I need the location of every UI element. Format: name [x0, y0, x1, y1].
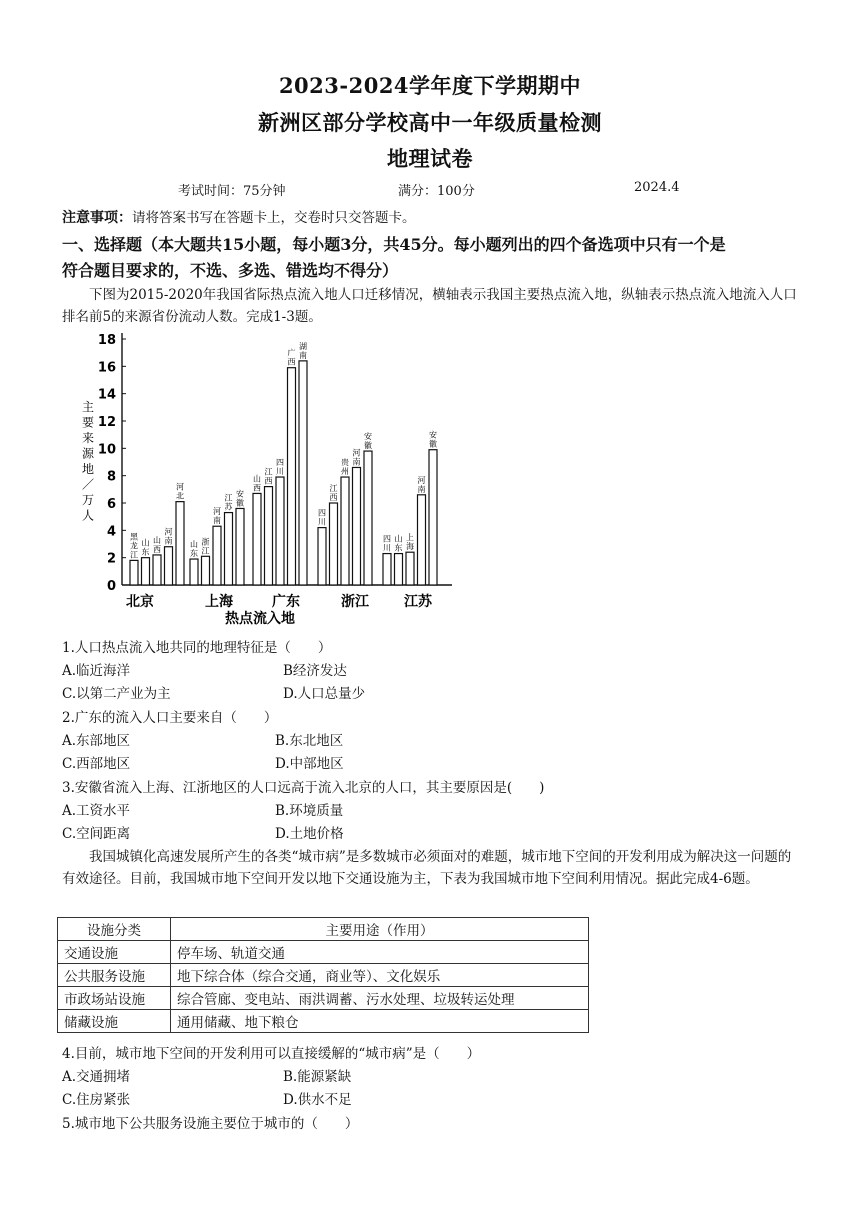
chart-bar-label-char: 安 — [364, 432, 372, 442]
chart-bar-label — [299, 341, 307, 360]
chart-bar-label-char: 江 — [224, 493, 233, 503]
chart-y-tick-label: 4 — [106, 524, 116, 540]
chart-bar-label — [288, 348, 296, 367]
section-1-heading-line2: 符合题目要求的，不选、多选、错选均不得分） — [62, 261, 399, 280]
chart-bar-label — [190, 539, 198, 558]
chart-y-label-char: 人 — [81, 508, 95, 523]
chart-bar-label-char: 安 — [429, 430, 437, 440]
table-header-row — [58, 918, 589, 941]
chart-bar-label-char: 山 — [141, 538, 150, 548]
intro-paragraph-1: 下图为2015-2020年我国省际热点流入地人口迁移情况，横轴表示我国主要热点流入地，纵轴表示热点流入地流入人口排名前5的来源省份流动人数。完成1-3题。 — [62, 287, 797, 325]
table-cell: 通用储藏、地下粮仓 — [171, 1010, 589, 1033]
chart-bar-label-char: 山 — [394, 534, 403, 544]
chart-y-label-char: 要 — [81, 415, 95, 430]
chart-bar-label-char: 西 — [153, 544, 161, 554]
chart-y-axis-label — [82, 400, 95, 523]
chart-bar-label-char: 川 — [276, 467, 284, 477]
chart-y-tick-label: 10 — [97, 442, 116, 458]
exam-date: 2024.4 — [634, 180, 680, 195]
chart-bar-label — [225, 494, 234, 512]
chart-bar-label — [330, 484, 338, 502]
chart-bar-label — [202, 536, 210, 555]
chart-bar — [213, 526, 221, 585]
chart-bar-label-char: 河 — [176, 482, 184, 492]
chart-bar-label-char: 东 — [141, 547, 150, 557]
chart-bar-label-char: 安 — [236, 489, 244, 499]
chart-bar-label-char: 河 — [213, 507, 221, 517]
chart-x-axis-label: 热点流入地 — [225, 611, 295, 627]
question-4-option-c[interactable]: C.住房紧张 — [62, 1092, 131, 1108]
chart-bar — [253, 493, 261, 585]
question-2-option-b[interactable]: B.东北地区 — [275, 733, 344, 749]
chart-bar — [353, 467, 361, 585]
chart-bar-label-char: 上 — [406, 533, 414, 543]
chart-bar — [165, 547, 173, 585]
question-4-option-b[interactable]: B.能源紧缺 — [283, 1069, 352, 1085]
chart-bar-label-char: 南 — [417, 484, 426, 494]
chart-group-labels — [126, 593, 433, 610]
notice-label: 注意事项： — [62, 210, 132, 226]
question-4-stem: 4.目前，城市地下空间的开发利用可以直接缓解的“城市病”是（ ） — [62, 1046, 481, 1062]
question-1-option-d[interactable]: D.人口总量少 — [283, 686, 366, 702]
question-1-option-a[interactable]: A.临近海洋 — [62, 663, 131, 679]
chart-bar-label-char: 东 — [190, 549, 198, 559]
chart-bar — [330, 503, 338, 585]
chart-bar-label-char: 西 — [264, 476, 273, 486]
chart-bar-label-char: 贵 — [341, 458, 349, 468]
chart-bar — [265, 487, 273, 585]
chart-bar-label — [153, 535, 161, 554]
chart-y-tick-label: 8 — [106, 469, 116, 485]
chart-bar-label-char: 南 — [299, 350, 307, 360]
chart-group-label: 江苏 — [404, 594, 432, 610]
table-row — [58, 964, 589, 987]
chart-bar-label — [364, 431, 372, 450]
chart-bar-label-char: 西 — [253, 483, 261, 493]
chart-group-label: 上海 — [205, 594, 233, 610]
chart-bar-label — [418, 476, 426, 494]
table-row — [58, 987, 589, 1010]
question-3-option-d[interactable]: D.土地价格 — [275, 826, 344, 842]
chart-bar — [202, 556, 210, 585]
chart-bar-label-char: 东 — [394, 543, 403, 553]
table-row — [58, 1010, 589, 1033]
chart-y-label-char: 地 — [81, 462, 95, 476]
chart-y-label-char: 万 — [81, 493, 95, 507]
chart-bar-label-char: 徽 — [429, 439, 437, 449]
table-cell: 交通设施 — [58, 941, 171, 964]
table-header-cell: 主要用途（作用） — [171, 918, 589, 941]
chart-bar-label — [341, 457, 350, 476]
chart-bar — [395, 554, 403, 585]
chart-bar-label-char: 山 — [190, 540, 198, 550]
question-2-option-c[interactable]: C.西部地区 — [62, 756, 131, 772]
chart-bar-label-char: 河 — [352, 448, 361, 458]
chart-bar-label-char: 南 — [352, 457, 361, 467]
chart-bar — [318, 528, 326, 585]
chart-bar — [190, 559, 198, 585]
chart-bar-label-char: 西 — [287, 357, 296, 367]
notice — [62, 206, 416, 227]
chart-bar — [176, 502, 184, 585]
table-row — [58, 941, 589, 964]
chart-bar-label-char: 江 — [130, 550, 138, 560]
chart-bar-label-char: 四 — [383, 534, 391, 544]
chart-bar — [142, 558, 150, 585]
table-header-cell: 设施分类 — [58, 918, 171, 941]
table-cell: 储藏设施 — [58, 1010, 171, 1033]
exam-score: 满分：100分 — [398, 184, 475, 199]
question-1-stem: 1.人口热点流入地共同的地理特征是（ ） — [62, 640, 332, 656]
question-4-option-d[interactable]: D.供水不足 — [283, 1092, 352, 1108]
question-2-option-a[interactable]: A.东部地区 — [62, 733, 131, 749]
chart-bar — [288, 368, 296, 585]
chart-y-tick-label: 14 — [97, 387, 116, 403]
question-2-option-d[interactable]: D.中部地区 — [275, 756, 344, 772]
chart-bar — [225, 513, 233, 585]
question-1-option-b[interactable]: B经济发达 — [283, 663, 347, 679]
chart-bar — [153, 555, 161, 585]
table-cell: 公共服务设施 — [58, 964, 171, 987]
chart-bar — [364, 451, 372, 585]
table-cell: 地下综合体（综合交通，商业等）、文化娱乐 — [171, 964, 589, 987]
chart-bar — [383, 554, 391, 585]
chart-bar-label — [353, 448, 361, 466]
question-5-stem: 5.城市地下公共服务设施主要位于城市的（ ） — [62, 1116, 359, 1132]
question-3-option-a[interactable]: A.工资水平 — [62, 803, 131, 819]
question-4-option-a[interactable]: A.交通拥堵 — [62, 1069, 131, 1085]
chart-bar-label-char: 山 — [153, 535, 161, 545]
exam-title-subject: 地理试卷 — [387, 146, 473, 171]
chart-bar-label — [253, 473, 261, 492]
chart-bar-label-char: 南 — [213, 516, 221, 526]
chart-bar-label-char: 河 — [417, 475, 426, 485]
chart-bar-label — [236, 488, 244, 507]
notice-text: 请将答案书写在答题卡上，交卷时只交答题卡。 — [132, 210, 416, 226]
table-cell: 综合管廊、变电站、雨洪调蓄、污水处理、垃圾转运处理 — [171, 987, 589, 1010]
chart-bar-label-char: 川 — [318, 517, 326, 527]
intro-paragraph-2: 我国城镇化高速发展所产生的各类“城市病”是多数城市必须面对的难题，城市地下空间的开发利用成为解决这一问题的有效途径。目前，我国城市地下空间开发以地下交通设施为主，下表为我国城市地下空间利用情况。据此完成4-6题。 — [62, 849, 792, 887]
chart-bar-label-char: 徽 — [236, 498, 244, 508]
chart-bar-label-char: 州 — [341, 467, 349, 477]
migration-bar-chart — [60, 327, 460, 629]
chart-y-label-char: ／ — [81, 477, 95, 492]
chart-y-label-char: 源 — [81, 446, 95, 461]
exam-title-school: 新洲区部分学校高中一年级质量检测 — [258, 110, 602, 135]
chart-bar — [276, 477, 284, 585]
chart-bar-label-char: 苏 — [224, 502, 233, 512]
question-3-option-b[interactable]: B.环境质量 — [275, 803, 344, 819]
underground-space-table — [57, 917, 589, 1033]
chart-y-label-char: 来 — [81, 431, 95, 445]
chart-bar-label — [213, 507, 221, 525]
chart-bar-label — [142, 538, 150, 557]
question-2-stem: 2.广东的流入人口主要来自（ ） — [62, 710, 278, 726]
chart-bar-label-char: 南 — [164, 536, 173, 546]
chart-y-tick-label: 0 — [106, 579, 116, 594]
chart-bar-label-char: 龙 — [130, 541, 138, 551]
chart-group-label: 广东 — [272, 594, 300, 610]
chart-bar-label-char: 江 — [201, 546, 210, 556]
chart-y-tick-label: 2 — [106, 551, 116, 567]
table-cell: 市政场站设施 — [58, 987, 171, 1010]
chart-bar-label — [429, 430, 437, 449]
chart-bar-label-char: 广 — [287, 348, 296, 358]
chart-bar-label-char: 四 — [318, 508, 326, 518]
chart-bar-label-char: 海 — [406, 542, 414, 552]
chart-bar — [418, 495, 426, 585]
chart-bar-label-char: 黑 — [130, 532, 138, 542]
chart-y-tick-label: 6 — [106, 497, 116, 512]
chart-y-tick-label: 12 — [97, 415, 116, 430]
chart-bar-label-char: 四 — [276, 458, 284, 468]
chart-bars — [130, 341, 437, 585]
chart-bar-label — [265, 468, 273, 486]
chart-bar — [236, 508, 244, 585]
chart-bar-label-char: 江 — [329, 484, 338, 493]
chart-bar-label-char: 北 — [176, 491, 184, 501]
chart-bar-label-char: 西 — [329, 493, 338, 502]
chart-group-label: 北京 — [126, 594, 154, 610]
chart-bar-label — [130, 532, 139, 559]
chart-bar-label — [406, 532, 414, 551]
question-3-option-c[interactable]: C.空间距离 — [62, 826, 131, 842]
chart-bar-label-char: 浙 — [201, 537, 210, 547]
chart-bar-label — [395, 534, 403, 553]
chart-y-tick-label: 16 — [97, 360, 116, 376]
question-1-option-c[interactable]: C.以第二产业为主 — [62, 686, 171, 702]
chart-bar — [429, 450, 437, 585]
chart-bar-label — [318, 509, 326, 527]
chart-bar-label-char: 山 — [253, 474, 261, 484]
chart-group-label: 浙江 — [341, 594, 369, 610]
chart-bar-label-char: 湖 — [299, 341, 307, 351]
chart-bar-label-char: 川 — [383, 543, 391, 553]
chart-bar-label — [176, 483, 184, 501]
chart-bar-label-char: 河 — [164, 527, 173, 537]
chart-bar-label-char: 江 — [264, 467, 273, 477]
chart-bar — [130, 560, 138, 585]
chart-bar-label — [276, 458, 284, 476]
chart-y-label-char: 主 — [81, 400, 95, 414]
exam-time: 考试时间：75分钟 — [178, 184, 286, 199]
chart-bar-label — [165, 528, 173, 546]
exam-title-year: 2023-2024学年度下学期期中 — [278, 73, 582, 98]
chart-bar-label-char: 徽 — [364, 441, 372, 451]
chart-y-tick-label: 18 — [97, 333, 116, 348]
chart-bar — [299, 361, 307, 585]
chart-bar — [406, 552, 414, 585]
chart-bar-label — [383, 535, 391, 553]
question-3-stem: 3.安徽省流入上海、江浙地区的人口远高于流入北京的人口，其主要原因是( ) — [62, 780, 545, 796]
chart-bar — [341, 477, 349, 585]
section-1-heading-line1: 一、选择题（本大题共15小题，每小题3分，共45分。每小题列出的四个备选项中只有一个是 — [62, 235, 726, 254]
table-cell: 停车场、轨道交通 — [171, 941, 589, 964]
